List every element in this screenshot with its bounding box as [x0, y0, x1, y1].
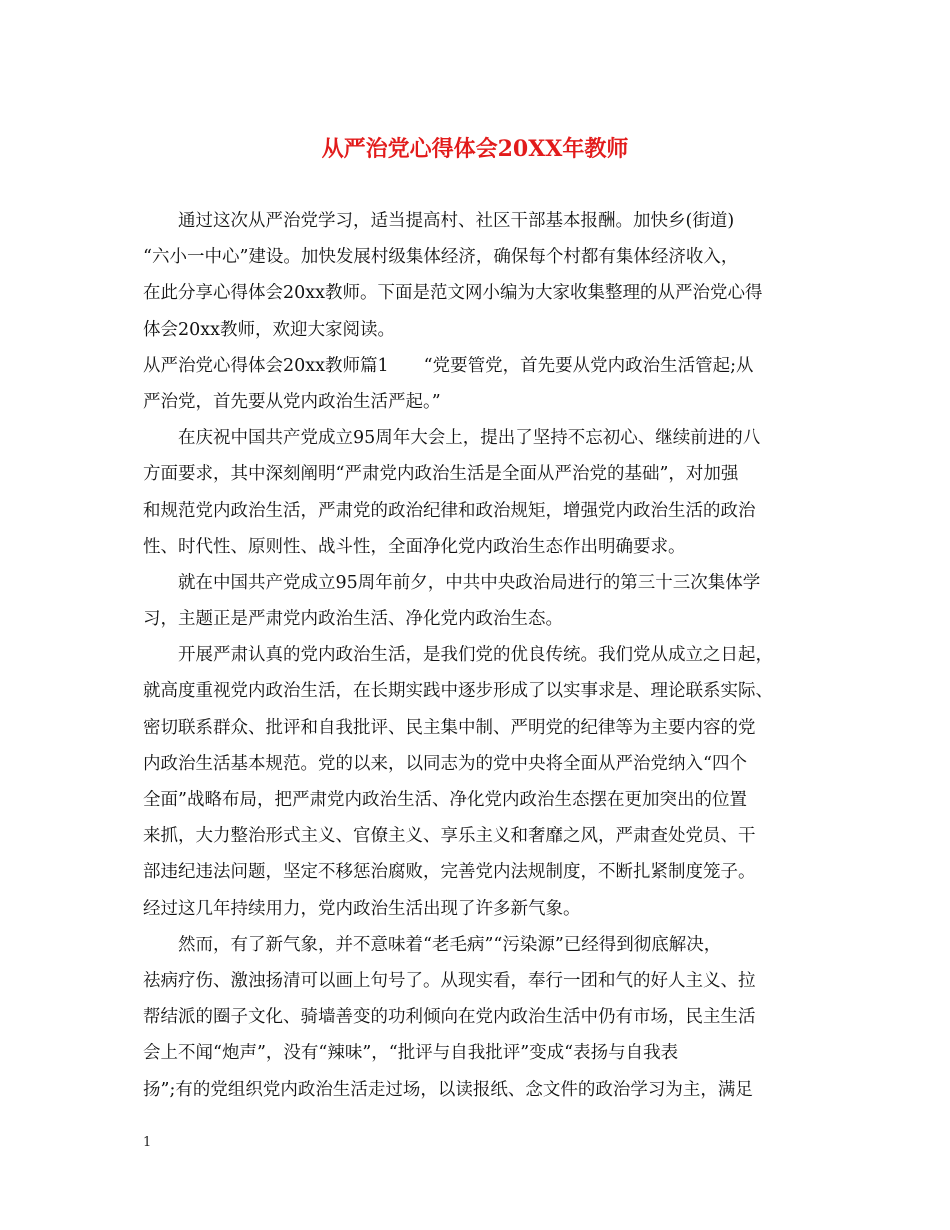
body-line: 严治党，首先要从党内政治生活严起。”	[143, 391, 441, 412]
document-title: 从严治党心得体会20XX年教师	[321, 136, 629, 162]
body-line: 在此分享心得体会20xx教师。下面是范文网小编为大家收集整理的从严治党心得	[143, 283, 763, 304]
body-line: 经过这几年持续用力，党内政治生活出现了许多新气象。	[143, 898, 581, 919]
body-line: 全面”战略布局，把严肃党内政治生活、净化党内政治生态摆在更加突出的位置	[143, 790, 747, 810]
body-line: 开展严肃认真的党内政治生活，是我们党的优良传统。我们党从成立之日起，	[143, 645, 773, 666]
body-line: 然而，有了新气象，并不意味着“老毛病”“污染源”已经得到彻底解决，	[143, 934, 722, 955]
body-line: 在庆祝中国共产党成立95周年大会上，提出了坚持不忘初心、继续前进的八	[143, 428, 761, 449]
body-line: 就在中国共产党成立95周年前夕，中共中央政治局进行的第三十三次集体学	[143, 572, 761, 593]
body-line: 通过这次从严治党学习，适当提高村、社区干部基本报酬。加快乡(街道)	[143, 211, 735, 231]
body-line: 部违纪违法问题，坚定不移惩治腐败，完善党内法规制度，不断扎紧制度笼子。	[143, 862, 756, 883]
body-line: 内政治生活基本规范。党的以来，以同志为的党中央将全面从严治党纳入“四个	[143, 753, 747, 774]
body-line: “六小一中心”建设。加快发展村级集体经济，确保每个村都有集体经济收入，	[143, 247, 739, 268]
body-line: 密切联系群众、批评和自我批评、民主集中制、严明党的纪律等为主要内容的党	[143, 717, 756, 738]
document-body	[143, 203, 819, 1108]
body-line: 方面要求，其中深刻阐明“严肃党内政治生活是全面从严治党的基础”，对加强	[143, 464, 739, 485]
body-line: 和规范党内政治生活，严肃党的政治纪律和政治规矩，增强党内政治生活的政治	[143, 500, 756, 521]
body-line: 扬”;有的党组织党内政治生活走过场，以读报纸、念文件的政治学习为主，满足	[143, 1079, 753, 1100]
body-line: 会上不闻“炮声”，没有“辣味”，“批评与自我批评”变成“表扬与自我表	[143, 1043, 679, 1064]
body-line: 祛病疗伤、激浊扬清可以画上句号了。从现实看，奉行一团和气的好人主义、拉	[143, 970, 756, 991]
page-number: 1	[143, 1135, 152, 1150]
body-line: 习，主题正是严肃党内政治生活、净化党内政治生态。	[143, 609, 563, 630]
body-line: 体会20xx教师，欢迎大家阅读。	[143, 319, 396, 340]
body-line: 就高度重视党内政治生活，在长期实践中逐步形成了以实事求是、理论联系实际、	[143, 681, 773, 702]
body-line: 从严治党心得体会20xx教师篇1 “党要管党，首先要从党内政治生活管起;从	[143, 355, 754, 376]
body-line: 来抓，大力整治形式主义、官僚主义、享乐主义和奢靡之风，严肃查处党员、干	[143, 826, 756, 847]
body-line: 帮结派的圈子文化、骑墙善变的功利倾向在党内政治生活中仍有市场，民主生活	[143, 1007, 756, 1028]
body-line: 性、时代性、原则性、战斗性，全面净化党内政治生态作出明确要求。	[143, 536, 686, 557]
